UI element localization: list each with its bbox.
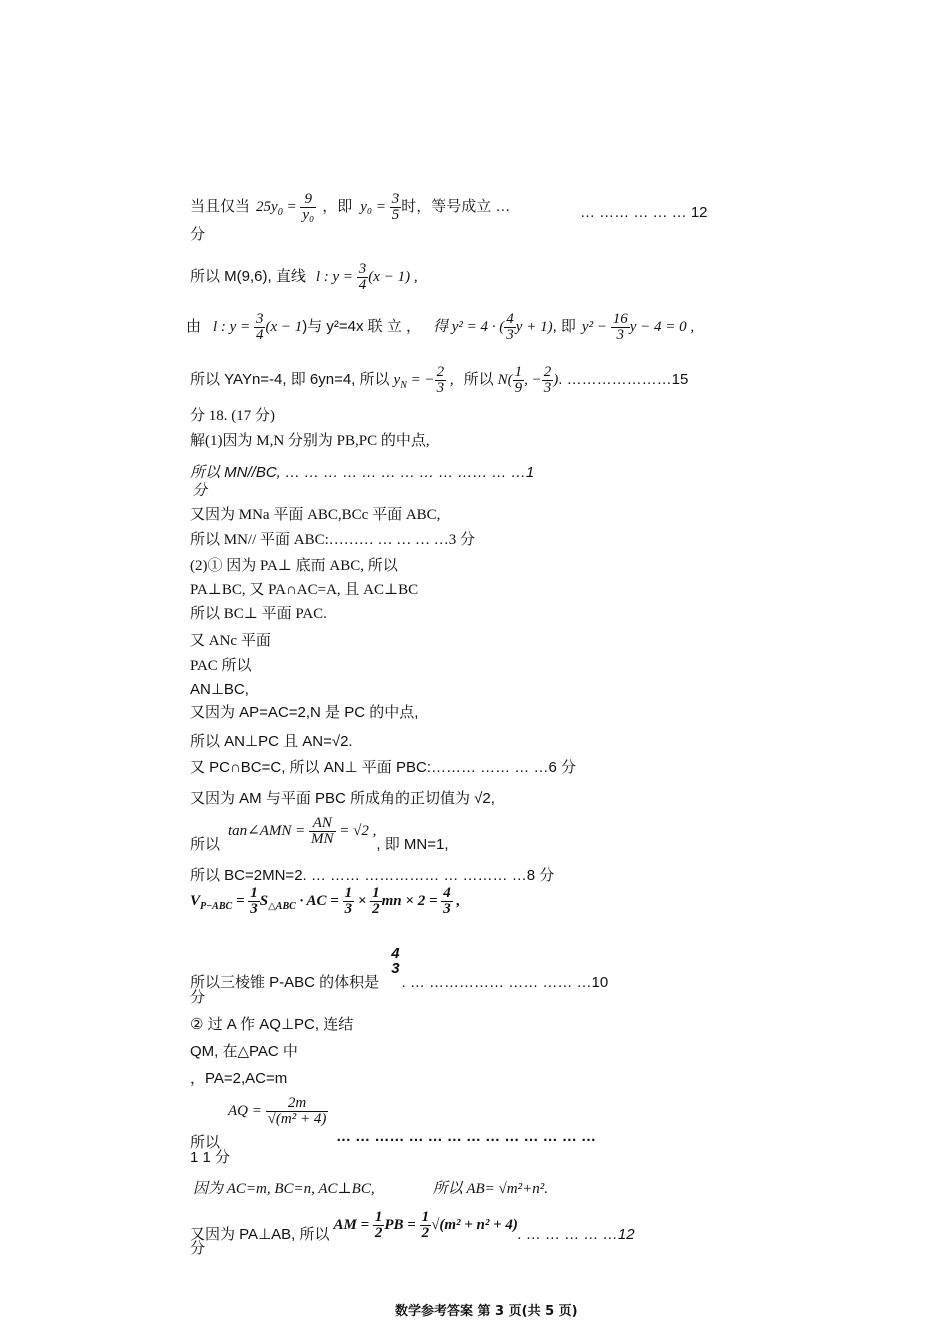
line-bc-2mn: 所以 BC=2MN=2. … …… …………… … ……… …8 分 <box>190 867 555 884</box>
line-pac: PAC 所以 <box>190 658 252 674</box>
line-pa-ac-m: ，PA=2,AC=m <box>190 1070 288 1087</box>
line-equality-dots: … …… … … … 12 <box>580 204 708 221</box>
line-score-10-fen: 分 <box>190 989 206 1006</box>
line-aq-perp: ② 过 A 作 AQ⊥PC, 连结 <box>190 1016 354 1033</box>
page-footer: 数学参考答案 第 3 页(共 5 页) <box>395 1304 578 1319</box>
line-point-m: 所以 M(9,6), 直线 l : y = $\frac{3}{4}$ (x − 1) , <box>190 261 418 293</box>
line-mn-parallel-plane: 所以 MN// 平面 ABC:……… … … … …3 分 <box>190 532 476 548</box>
line-an-plane: 又 ANc 平面 <box>190 633 271 649</box>
line-q18-part1: 解(1)因为 M,N 分别为 PB,PC 的中点, <box>190 433 430 449</box>
line-score-11-fen: 1 1 分 <box>190 1149 231 1166</box>
line-mn-plane: 又因为 MNa 平面 ABC,BCc 平面 ABC, <box>190 507 441 523</box>
line-an-pc: 所以 AN⊥PC 且 AN=√2. <box>190 733 353 750</box>
line-score-1-fen: 分 <box>192 482 208 499</box>
line-an-pbc: 又 PC∩BC=C, 所以 AN⊥ 平面 PBC:……… …… … …6 分 <box>190 759 576 776</box>
line-equality-condition: 当且仅当 $25y_0$ = $\frac{9}{\text{y₀}}$ ，即 y₀ = $\frac{3}{5}$ 时，等号成立 … <box>190 191 511 223</box>
line-simultaneous: 由 l : y = $\frac{3}{4}$ (x − 1)与 y²=4x 联 立 ， 得 y² = 4 · ( $\frac{4}{3}$ y + 1), 即 y² − $\frac{16}{3}$ y − 4 = 0 , <box>186 311 695 343</box>
line-score-1: 分 <box>190 226 206 243</box>
line-score-12-fen: 分 <box>190 1240 206 1257</box>
line-tan-amn: 所以tan∠AMN = $\frac{AN}{MN}$ = √2 ,, 即 MN=1, <box>190 815 449 853</box>
line-q18-header: 分 18. (17 分) <box>190 408 275 424</box>
line-ap-ac: 又因为 AP=AC=2,N 是 PC 的中点, <box>190 704 419 721</box>
line-an-bc: AN⊥BC, <box>190 681 249 698</box>
line-volume-result: 所以三棱锥 P-ABC 的体积是 4 3 . … …………… …… …… …10 <box>190 945 609 991</box>
line-ac-bc: 因为 AC=m, BC=n, AC⊥BC, 所以 AB= √m²+n². <box>193 1181 548 1197</box>
line-qm: QM, 在△PAC 中 <box>190 1043 298 1060</box>
line-aq-formula: 所以AQ = $\frac{2m}{\text{√(m² + 4)}}$ <box>190 1095 327 1151</box>
line-volume-formula: $V_{P-ABC}$ = $\frac{1}{3}$ $S_{\triangle ABC}$ · AC = $\frac{1}{3}$ × $\frac{1}{2}$ mn × 2 = $\frac{4}{3}$ , <box>190 885 461 917</box>
line-aq-dots: … … …… … … … … … … … … … … <box>336 1128 597 1145</box>
line-mn-parallel: 所以 MN//BC, … … … … … … … … … …… … …1 <box>190 464 535 481</box>
line-tangent: 又因为 AM 与平面 PBC 所成角的正切值为 √2, <box>190 790 495 807</box>
line-am-formula: 又因为 PA⊥AB, 所以AM = $\frac{1}{2}$ PB = $\frac{1}{2}$ √(m² + n² + 4). … … … … …12 <box>190 1209 635 1243</box>
line-pa-bc: PA⊥BC, 又 PA∩AC=A, 且 AC⊥BC <box>190 582 419 598</box>
line-bc-plane: 所以 BC⊥ 平面 PAC. <box>190 606 327 622</box>
line-part2-pa-perp: (2)① 因为 PA⊥ 底而 ABC, 所以 <box>190 558 398 574</box>
line-point-n: 所以 YAYn=-4, 即 6yn=4, 所以 $y_N$ = − $\frac{2}{3}$ , 所以 N( $\frac{1}{9}$ , − $\frac{2}{3}$ ). …………………15 <box>190 364 689 396</box>
